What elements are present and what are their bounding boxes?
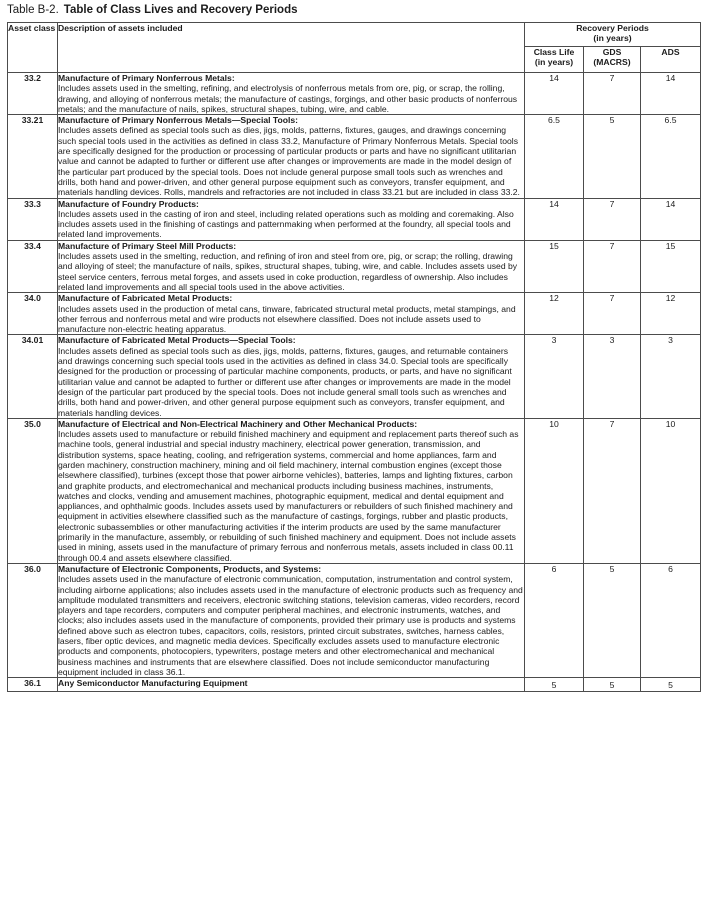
description-cell: [58, 198, 525, 240]
class-lives-table: [7, 22, 701, 692]
row-description: Includes assets used in the smelting, refining, and electrolysis of nonferrous metals from ore, pig, or scrap, the rolling, drawing, and alloying of nonferrous metals; the manufacture of castings, forgings, and other basic products of nonferrous metals; and the manufacture of nails, spikes, structural shapes, tubing, wire, and cable.: [58, 83, 518, 114]
ads-cell: 5: [641, 678, 701, 691]
table-row-36-0: [8, 563, 701, 677]
row-description: Includes assets defined as special tools such as dies, jigs, molds, patterns, fixtures, gauges, and returnable containers and drawings concerning such special tools used in the activities as defined in class 34.0. Special tools are specifically designed for the production or processing of particular machine components, products, or parts, and have no significant utilitarian value and cannot be adapted to further or different use after changes or improvements are made in the model design of the particular part produced by the special tools. Does not include general small tools such as wrenches and drills, both hand and power-driven, and other general purpose equipment such as conveyors, transfer equipment, and materials handling devices.: [58, 345, 512, 418]
column-header-asset-class: Asset class: [8, 23, 58, 73]
description-cell: [58, 335, 525, 418]
table-row-33-21: [8, 115, 701, 198]
class-life-cell: 3: [525, 335, 584, 418]
ads-cell: 14: [641, 73, 701, 115]
row-description: Includes assets defined as special tools such as dies, jigs, molds, patterns, fixtures, gauges, and drawings concerning such special tools used in the activities as defined in class 33.2, Manufacture of Primary Nonferrous Metals. Special tools are specifically designed for the production or processing of particular products or parts and have no significant utilitarian value and cannot be adapted to further or different use after changes or improvements are made in the model design of the particular part produced by the special tools. Does not include general purpose small tools such as wrenches and drills, both hand and power-driven, and other general purpose equipment such as conveyors, transfer equipment, and materials handling devices. Rolls, mandrels and refractories are not included in class 33.21 but are included in class 33.2.: [58, 125, 520, 198]
recovery-periods-line1: Recovery Periods: [576, 23, 649, 33]
table-row-33-3: [8, 198, 701, 240]
gds-cell: 5: [584, 115, 641, 198]
gds-cell: 7: [584, 198, 641, 240]
asset-class-cell: 36.0: [8, 563, 58, 677]
gds-cell: 3: [584, 335, 641, 418]
table-row-35-0: [8, 418, 701, 563]
ads-cell: 14: [641, 198, 701, 240]
table-header: [8, 23, 701, 73]
table-row-36-1: [8, 678, 701, 691]
asset-class-cell: 33.21: [8, 115, 58, 198]
table-number-label: Table B-2.: [7, 4, 59, 16]
class-life-cell: 14: [525, 73, 584, 115]
row-title: Manufacture of Foundry Products:: [58, 198, 199, 209]
table-title-text: Table of Class Lives and Recovery Periods: [63, 4, 298, 16]
row-title: Any Semiconductor Manufacturing Equipment: [58, 678, 248, 689]
ads-cell: 3: [641, 335, 701, 418]
description-cell: [58, 563, 525, 677]
table-body: [8, 73, 701, 692]
asset-class-cell: 34.01: [8, 335, 58, 418]
asset-class-cell: 34.0: [8, 293, 58, 335]
gds-cell: 7: [584, 293, 641, 335]
class-life-cell: 6.5: [525, 115, 584, 198]
row-description: Includes assets used in the manufacture of electronic communication, computation, instrumentation and control system, including airborne applications; also includes assets used in the manufacture of electronic products such as frequency and amplitude modulated transmitters and receivers, electronic switching stations, television cameras, video recorders, record players and tape recorders, computers and computer peripheral machines, and electronic instruments, watches, and clocks; also includes assets used in the manufacture of components, provided their primary use is products and systems defined above such as electron tubes, capacitors, coils, resistors, printed circuit substrates, switches, harness cables, lasers, fiber optic devices, and magnetic media devices. Specifically excludes assets used to manufacture electronic products and components, photocopiers, typewriters, postage meters and other electromechanical and mechanical business machines and instruments that are elsewhere classified. Does not include semiconductor manufacturing equipment included in class 36.1.: [58, 574, 523, 677]
asset-class-cell: 36.1: [8, 678, 58, 691]
description-cell: [58, 678, 525, 691]
gds-cell: 7: [584, 240, 641, 292]
gds-line1: GDS: [602, 47, 622, 57]
gds-cell: 5: [584, 563, 641, 677]
class-life-cell: 12: [525, 293, 584, 335]
description-cell: [58, 418, 525, 563]
row-title: Manufacture of Primary Steel Mill Products:: [58, 240, 237, 251]
gds-cell: 7: [584, 418, 641, 563]
asset-class-cell: 35.0: [8, 418, 58, 563]
class-life-line1: Class Life: [533, 47, 575, 57]
class-life-cell: 6: [525, 563, 584, 677]
ads-cell: 12: [641, 293, 701, 335]
row-title: Manufacture of Electronic Components, Products, and Systems:: [58, 563, 322, 574]
gds-line2: (MACRS): [593, 57, 631, 68]
row-description: Includes assets used in the smelting, reduction, and refining of iron and steel from ore, pig, or scrap; the rolling, drawing and alloying of steel; the manufacture of nails, spikes, structural shapes, tubing, wire, and cable. Includes assets used by steel service centers, ferrous metal forges, and assets used in coke production, regardless of ownership. Also includes related land improvements and all special tools used in the above activities.: [58, 251, 518, 292]
recovery-periods-line2: (in years): [593, 33, 632, 44]
page-title: [7, 4, 700, 17]
ads-cell: 15: [641, 240, 701, 292]
ads-cell: 10: [641, 418, 701, 563]
column-header-description: Description of assets included: [58, 23, 525, 73]
column-header-ads: ADS: [641, 47, 701, 73]
ads-cell: 6.5: [641, 115, 701, 198]
table-row-34-01: [8, 335, 701, 418]
description-cell: [58, 73, 525, 115]
ads-cell: 6: [641, 563, 701, 677]
table-row-34-0: [8, 293, 701, 335]
row-description: Includes assets used in the production of metal cans, tinware, fabricated structural metal products, metal stampings, and other ferrous and nonferrous metal and wire products not elsewhere classified. Does not include assets used to manufacture non-electric heating apparatus.: [58, 303, 516, 335]
row-title: Manufacture of Primary Nonferrous Metals:: [58, 73, 235, 83]
table-row-33-2: [8, 73, 701, 115]
row-title: Manufacture of Primary Nonferrous Metals—Special Tools:: [58, 115, 299, 126]
row-title: Manufacture of Fabricated Metal Products—Special Tools:: [58, 335, 296, 346]
class-life-cell: 10: [525, 418, 584, 563]
class-life-cell: 15: [525, 240, 584, 292]
table-row-33-4: [8, 240, 701, 292]
class-life-cell: 14: [525, 198, 584, 240]
row-description: Includes assets used in the casting of iron and steel, including related operations such as molding and coremaking. Also includes assets used in the finishing of castings and patternmaking when performed at the foundry, all special tools and related land improvements.: [58, 208, 514, 240]
description-cell: [58, 115, 525, 198]
gds-cell: 7: [584, 73, 641, 115]
class-life-line2: (in years): [534, 57, 574, 68]
row-title: Manufacture of Electrical and Non-Electrical Machinery and Other Mechanical Products:: [58, 418, 418, 429]
description-cell: [58, 240, 525, 292]
asset-class-cell: 33.2: [8, 73, 58, 115]
asset-class-cell: 33.4: [8, 240, 58, 292]
asset-class-cell: 33.3: [8, 198, 58, 240]
row-description: Includes assets used to manufacture or rebuild finished machinery and equipment and replacement parts thereof such as machine tools, general industrial and special industry machinery, electrical power generation, transmission, and distribution systems, space heating, cooling, and refrigeration systems, commercial and home appliances, farm and garden machinery, construction machinery, mining and oil field machinery, internal combustion engines (except those elsewhere classified), turbines (except those that power airborne vehicles), batteries, lamps and lighting fixtures, carbon and graphite products, and electromechanical and mechanical products including business machines, instruments, watches and clocks, vending and amusement machines, photographic equipment, medical and dental equipment and appliances, and ophthalmic goods. Includes assets used by manufacturers or rebuilders of such finished machinery and equipment in activities elsewhere classified such as the manufacture of castings, forgings, rubber and plastic products, electronic subassemblies or other manufacturing activities if the interim products are used by the same manufacturer primarily in the manufacture, assembly, or rebuilding of such finished machinery and equipment. Does not include assets used in mining, assets used in the manufacture of primary ferrous and nonferrous metals, assets included in class 00.11 through 00.4 and assets elsewhere classified.: [58, 429, 519, 563]
column-header-recovery-periods: [525, 23, 701, 47]
description-cell: [58, 293, 525, 335]
row-title: Manufacture of Fabricated Metal Products:: [58, 293, 233, 304]
column-header-gds: [584, 47, 641, 73]
class-life-cell: 5: [525, 678, 584, 691]
gds-cell: 5: [584, 678, 641, 691]
column-header-class-life: [525, 47, 584, 73]
